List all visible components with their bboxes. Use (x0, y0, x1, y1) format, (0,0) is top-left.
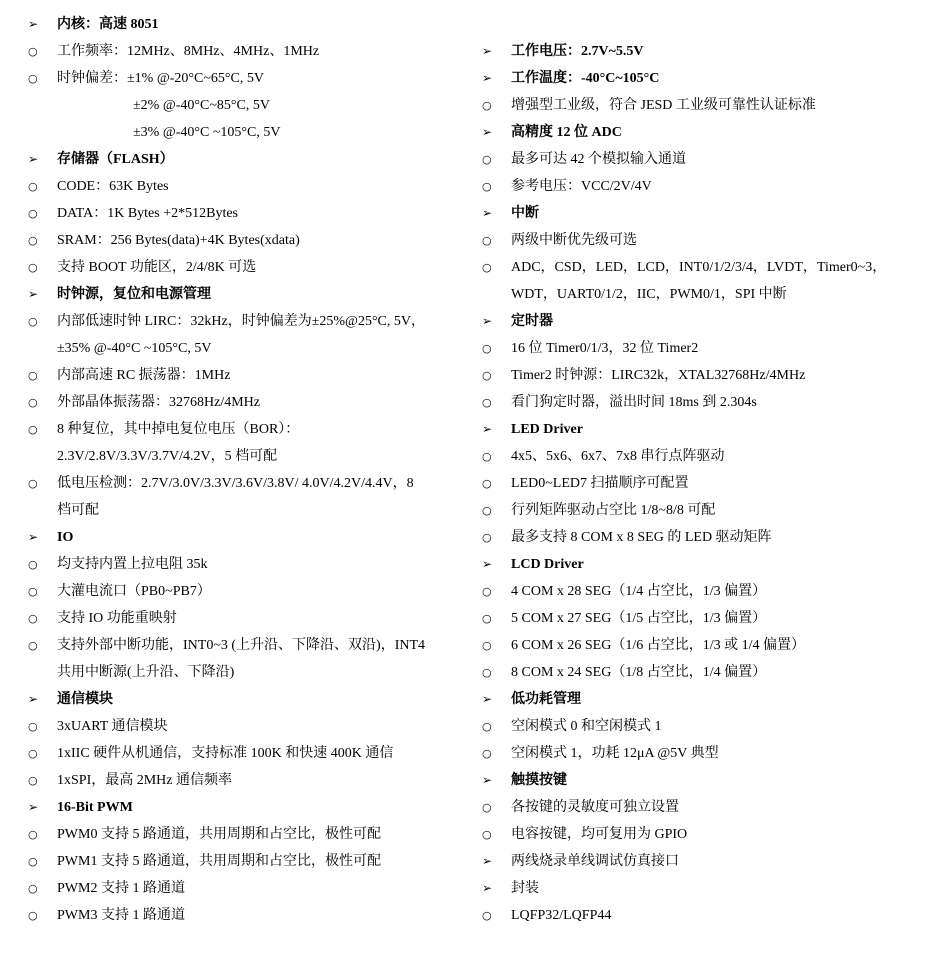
arrow-bullet-icon: ➢ (28, 692, 39, 706)
list-item (482, 146, 912, 173)
section-heading (28, 281, 458, 308)
list-item-text: 8 COM x 24 SEG（1/8 占空比，1/4 偏置） (511, 665, 767, 680)
arrow-bullet-icon: ➢ (482, 692, 493, 706)
section-heading-text: 中断 (511, 206, 539, 221)
arrow-bullet-icon: ➢ (482, 206, 493, 220)
list-item-text: LED0~LED7 扫描顺序可配置 (511, 476, 689, 491)
list-item-text: 外部晶体振荡器：32768Hz/4MHz (57, 395, 260, 410)
circle-bullet-icon: ○ (482, 666, 492, 679)
circle-bullet-icon: ○ (28, 585, 38, 598)
section-heading (482, 38, 912, 65)
list-item (28, 605, 458, 632)
list-item-text: Timer2 时钟源：LIRC32k，XTAL32768Hz/4MHz (511, 368, 806, 383)
column-spacer (482, 11, 912, 38)
circle-bullet-icon: ○ (482, 828, 492, 841)
circle-bullet-icon: ○ (28, 612, 38, 625)
list-item-text: LQFP32/LQFP44 (511, 908, 612, 923)
arrow-bullet-icon: ➢ (482, 314, 493, 328)
list-item (28, 227, 458, 254)
list-item (482, 173, 912, 200)
circle-bullet-icon: ○ (28, 855, 38, 868)
list-item-text: 均支持内置上拉电阻 35k (57, 557, 208, 572)
arrow-bullet-icon: ➢ (482, 854, 493, 868)
list-item (482, 389, 912, 416)
list-item (28, 38, 458, 65)
list-item (28, 65, 458, 92)
circle-bullet-icon: ○ (482, 234, 492, 247)
circle-bullet-icon: ○ (482, 180, 492, 193)
circle-bullet-icon: ○ (482, 369, 492, 382)
arrow-bullet-icon: ➢ (482, 773, 493, 787)
list-item-text: ±35% @-40°C ~105°C, 5V (57, 341, 212, 356)
list-item-text: 大灌电流口（PB0~PB7） (57, 584, 211, 599)
circle-bullet-icon: ○ (28, 234, 38, 247)
circle-bullet-icon: ○ (482, 261, 492, 274)
list-item-text: WDT，UART0/1/2，IIC，PWM0/1，SPI 中断 (511, 287, 787, 302)
list-item-text: SRAM：256 Bytes(data)+4K Bytes(xdata) (57, 233, 300, 248)
section-heading-text: 内核：高速 8051 (57, 17, 159, 32)
list-item-text: 3xUART 通信模块 (57, 719, 168, 734)
list-item-text: PWM1 支持 5 路通道，共用周期和占空比，极性可配 (57, 854, 381, 869)
list-item (28, 470, 458, 497)
circle-bullet-icon: ○ (482, 99, 492, 112)
section-heading (482, 767, 912, 794)
section-heading (482, 686, 912, 713)
section-heading (482, 848, 912, 875)
list-item (482, 470, 912, 497)
circle-bullet-icon: ○ (482, 477, 492, 490)
circle-bullet-icon: ○ (482, 396, 492, 409)
list-item-text: ADC，CSD，LED，LCD，INT0/1/2/3/4，LVDT，Timer0~3， (511, 260, 887, 275)
section-heading (482, 200, 912, 227)
list-item (28, 740, 458, 767)
circle-bullet-icon: ○ (482, 531, 492, 544)
list-item (28, 632, 458, 659)
list-item-text: 看门狗定时器，溢出时间 18ms 到 2.304s (511, 395, 757, 410)
list-item (28, 254, 458, 281)
list-item (482, 794, 912, 821)
list-item-text: 两级中断优先级可选 (511, 233, 637, 248)
circle-bullet-icon: ○ (28, 180, 38, 193)
circle-bullet-icon: ○ (28, 423, 38, 436)
list-item-text: 增强型工业级，符合 JESD 工业级可靠性认证标准 (511, 98, 816, 113)
circle-bullet-icon: ○ (482, 720, 492, 733)
list-item-text: 工作频率：12MHz、8MHz、4MHz、1MHz (57, 44, 320, 59)
list-item-text: 电容按键，均可复用为 GPIO (511, 827, 688, 842)
circle-bullet-icon: ○ (28, 396, 38, 409)
list-item (482, 740, 912, 767)
circle-bullet-icon: ○ (28, 45, 38, 58)
section-heading-text: 触摸按键 (511, 773, 567, 788)
list-item-text: CODE：63K Bytes (57, 179, 169, 194)
list-item-continuation (28, 497, 458, 524)
list-item (28, 821, 458, 848)
list-item (482, 605, 912, 632)
section-heading-text: 两线烧录单线调试仿真接口 (511, 854, 679, 869)
section-heading (28, 146, 458, 173)
circle-bullet-icon: ○ (28, 909, 38, 922)
list-item-text: PWM3 支持 1 路通道 (57, 908, 185, 923)
list-item-text: 时钟偏差：±1% @-20°C~65°C, 5V (57, 71, 264, 86)
section-heading-text: 16-Bit PWM (57, 800, 133, 815)
list-item (482, 362, 912, 389)
list-item-continuation (28, 335, 458, 362)
circle-bullet-icon: ○ (482, 909, 492, 922)
list-item-text: 1xIIC 硬件从机通信，支持标准 100K 和快速 400K 通信 (57, 746, 394, 761)
list-item (482, 497, 912, 524)
list-item-text: 行列矩阵驱动占空比 1/8~8/8 可配 (511, 503, 716, 518)
arrow-bullet-icon: ➢ (482, 71, 493, 85)
list-item (28, 308, 458, 335)
circle-bullet-icon: ○ (28, 72, 38, 85)
section-heading-text: 低功耗管理 (511, 692, 581, 707)
section-heading-text: 时钟源，复位和电源管理 (57, 287, 211, 302)
arrow-bullet-icon: ➢ (28, 530, 39, 544)
circle-bullet-icon: ○ (482, 639, 492, 652)
list-item-text: 支持 BOOT 功能区，2/4/8K 可选 (57, 260, 257, 275)
list-item-text: 1xSPI，最高 2MHz 通信频率 (57, 773, 233, 788)
circle-bullet-icon: ○ (28, 477, 38, 490)
section-heading-text: LCD Driver (511, 557, 584, 572)
list-item (28, 173, 458, 200)
list-item-text: 6 COM x 26 SEG（1/6 占空比，1/3 或 1/4 偏置） (511, 638, 806, 653)
circle-bullet-icon: ○ (28, 639, 38, 652)
feature-column-left (28, 11, 458, 929)
list-item (482, 227, 912, 254)
list-item (482, 821, 912, 848)
section-heading-text: LED Driver (511, 422, 583, 437)
arrow-bullet-icon: ➢ (482, 44, 493, 58)
section-heading-text: 高精度 12 位 ADC (511, 125, 622, 140)
section-heading-text: IO (57, 530, 74, 545)
arrow-bullet-icon: ➢ (28, 287, 39, 301)
list-item-text: 最多支持 8 COM x 8 SEG 的 LED 驱动矩阵 (511, 530, 772, 545)
section-heading-text: 通信模块 (57, 692, 113, 707)
section-heading (482, 65, 912, 92)
list-item (28, 551, 458, 578)
list-item (482, 92, 912, 119)
list-item-text: 最多可达 42 个模拟输入通道 (511, 152, 686, 167)
section-heading (482, 551, 912, 578)
section-heading (28, 524, 458, 551)
list-item-text: 低电压检测：2.7V/3.0V/3.3V/3.6V/3.8V/ 4.0V/4.2V/4.4V，8 (57, 476, 414, 491)
circle-bullet-icon: ○ (482, 585, 492, 598)
list-item-text: 2.3V/2.8V/3.3V/3.7V/4.2V，5 档可配 (57, 449, 278, 464)
circle-bullet-icon: ○ (482, 801, 492, 814)
list-item (482, 713, 912, 740)
list-item (28, 902, 458, 929)
section-heading (482, 875, 912, 902)
list-item (482, 254, 912, 281)
circle-bullet-icon: ○ (28, 720, 38, 733)
section-heading-text: 存储器（FLASH） (57, 152, 174, 167)
list-item (28, 416, 458, 443)
circle-bullet-icon: ○ (482, 612, 492, 625)
list-item-text: 16 位 Timer0/1/3，32 位 Timer2 (511, 341, 699, 356)
section-heading-text: 封装 (511, 881, 539, 896)
list-item-text: DATA：1K Bytes +2*512Bytes (57, 206, 238, 221)
section-heading (482, 416, 912, 443)
list-item-text: 空闲模式 0 和空闲模式 1 (511, 719, 662, 734)
section-heading (28, 686, 458, 713)
section-heading-text: 工作电压：2.7V~5.5V (511, 44, 644, 59)
list-item (28, 767, 458, 794)
list-item (482, 524, 912, 551)
list-item (482, 578, 912, 605)
circle-bullet-icon: ○ (482, 450, 492, 463)
circle-bullet-icon: ○ (28, 369, 38, 382)
list-item-text: PWM0 支持 5 路通道，共用周期和占空比，极性可配 (57, 827, 381, 842)
section-heading-text: 工作温度：-40°C~105°C (511, 71, 660, 86)
list-item (482, 443, 912, 470)
list-item-text: 8 种复位，其中掉电复位电压（BOR）： (57, 422, 300, 437)
section-heading-text: 定时器 (511, 314, 553, 329)
arrow-bullet-icon: ➢ (482, 557, 493, 571)
circle-bullet-icon: ○ (482, 153, 492, 166)
arrow-bullet-icon: ➢ (28, 800, 39, 814)
list-item-text: 4 COM x 28 SEG（1/4 占空比，1/3 偏置） (511, 584, 767, 599)
list-item-text: 内部高速 RC 振荡器：1MHz (57, 368, 231, 383)
circle-bullet-icon: ○ (28, 747, 38, 760)
list-item-continuation (28, 659, 458, 686)
list-item (482, 902, 912, 929)
list-item (482, 335, 912, 362)
list-item (28, 200, 458, 227)
circle-bullet-icon: ○ (28, 828, 38, 841)
list-item-text: 内部低速时钟 LIRC：32kHz，时钟偏差为±25%@25°C, 5V， (57, 314, 425, 329)
list-item (482, 659, 912, 686)
circle-bullet-icon: ○ (28, 774, 38, 787)
list-item (28, 389, 458, 416)
feature-column-right (482, 11, 912, 929)
list-item-text: ±2% @-40°C~85°C, 5V (133, 98, 270, 113)
circle-bullet-icon: ○ (28, 261, 38, 274)
list-item (28, 362, 458, 389)
list-item-text: 4x5、5x6、6x7、7x8 串行点阵驱动 (511, 449, 725, 464)
list-item-text: 共用中断源(上升沿、下降沿) (57, 665, 235, 680)
list-item-continuation (482, 281, 912, 308)
arrow-bullet-icon: ➢ (28, 17, 39, 31)
section-heading (28, 11, 458, 38)
list-item-text: 档可配 (57, 503, 99, 518)
circle-bullet-icon: ○ (482, 342, 492, 355)
section-heading (482, 308, 912, 335)
list-item-text: 5 COM x 27 SEG（1/5 占空比，1/3 偏置） (511, 611, 767, 626)
list-item-text: 支持 IO 功能重映射 (57, 611, 177, 626)
section-heading (482, 119, 912, 146)
list-item (28, 848, 458, 875)
list-item-text: PWM2 支持 1 路通道 (57, 881, 185, 896)
arrow-bullet-icon: ➢ (482, 881, 493, 895)
circle-bullet-icon: ○ (482, 747, 492, 760)
list-item (482, 632, 912, 659)
list-item-text: ±3% @-40°C ~105°C, 5V (133, 125, 281, 140)
list-item-continuation (28, 443, 458, 470)
list-item-indented (28, 92, 458, 119)
list-item-text: 支持外部中断功能，INT0~3 (上升沿、下降沿、双沿)，INT4 (57, 638, 426, 653)
arrow-bullet-icon: ➢ (482, 125, 493, 139)
section-heading (28, 794, 458, 821)
list-item-text: 各按键的灵敏度可独立设置 (511, 800, 679, 815)
list-item (28, 713, 458, 740)
arrow-bullet-icon: ➢ (28, 152, 39, 166)
circle-bullet-icon: ○ (28, 207, 38, 220)
list-item-text: 参考电压：VCC/2V/4V (511, 179, 652, 194)
circle-bullet-icon: ○ (28, 558, 38, 571)
circle-bullet-icon: ○ (482, 504, 492, 517)
arrow-bullet-icon: ➢ (482, 422, 493, 436)
circle-bullet-icon: ○ (28, 882, 38, 895)
circle-bullet-icon: ○ (28, 315, 38, 328)
list-item-indented (28, 119, 458, 146)
list-item (28, 578, 458, 605)
list-item-text: 空闲模式 1，功耗 12μA @5V 典型 (511, 746, 719, 761)
list-item (28, 875, 458, 902)
